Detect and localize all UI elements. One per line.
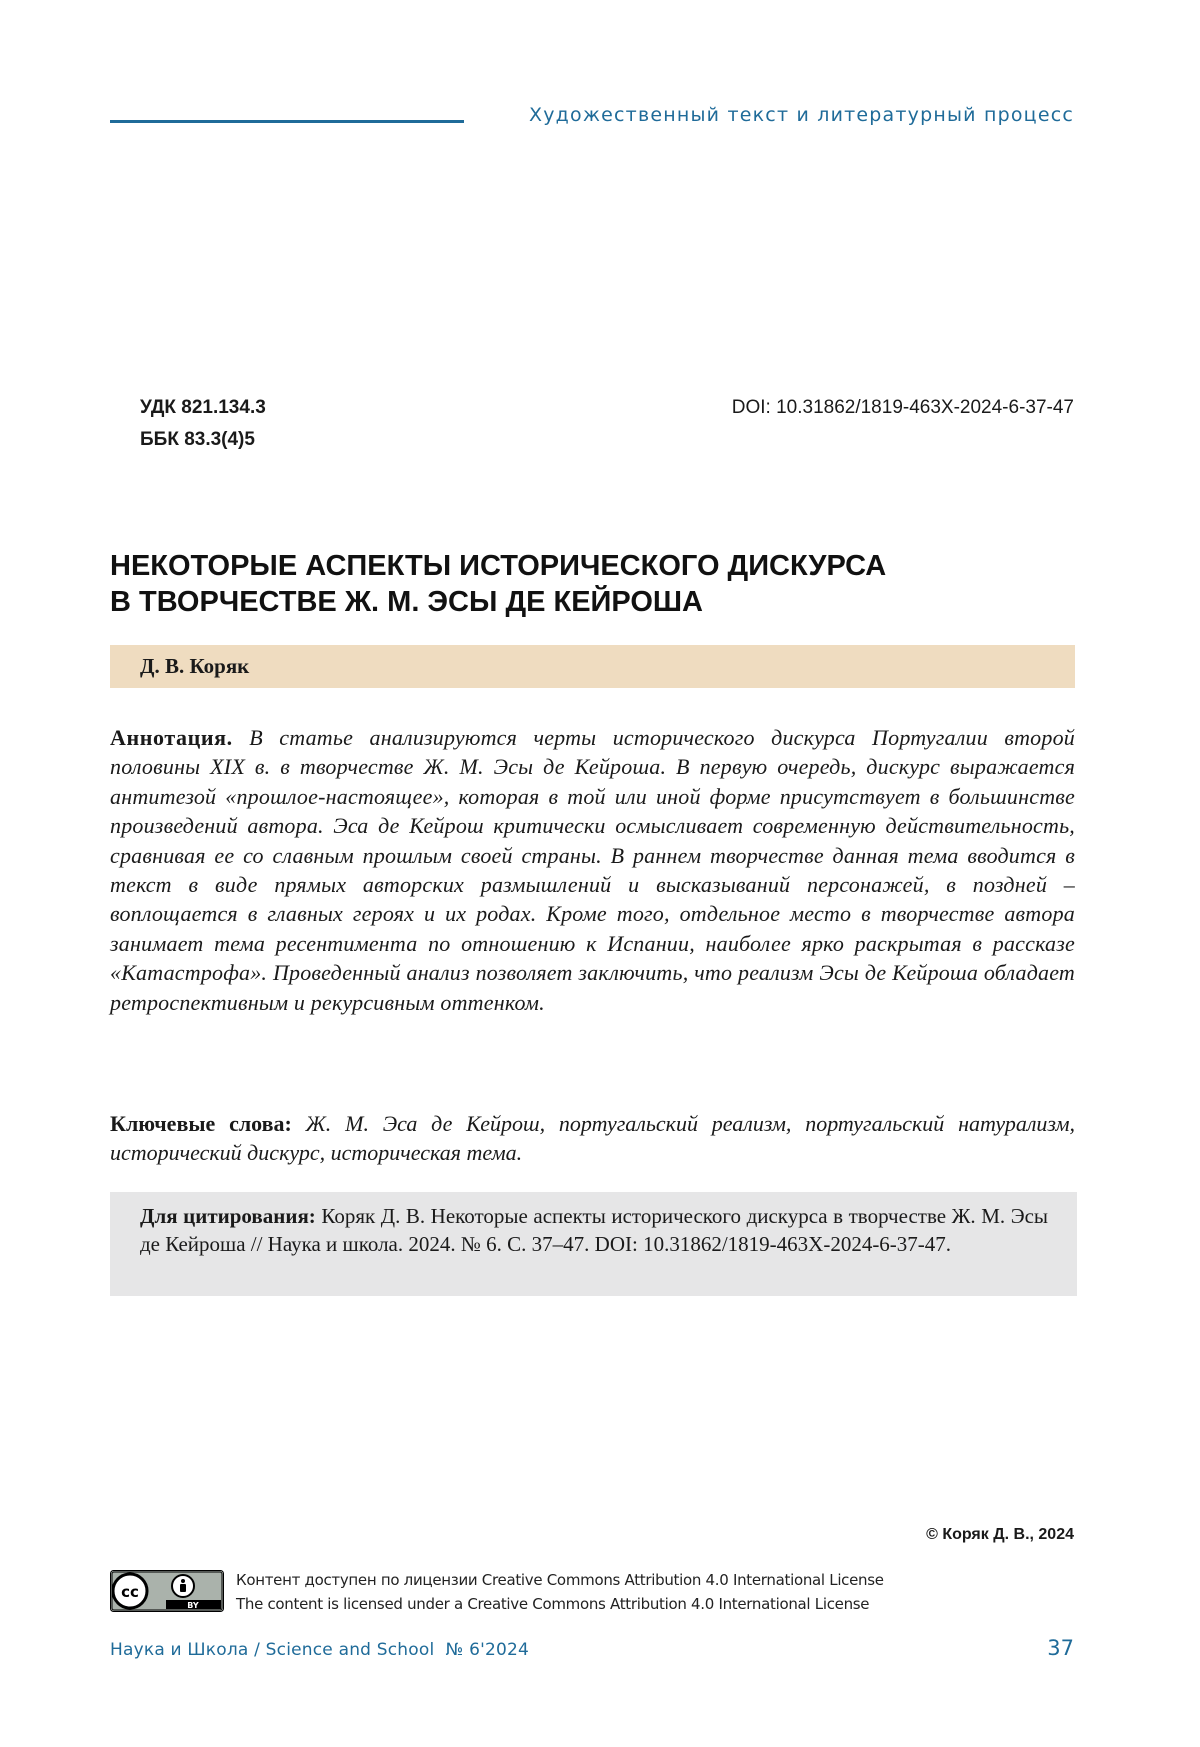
svg-text:cc: cc [121,1583,139,1601]
citation [140,1202,1048,1258]
keywords [110,1109,1075,1168]
keywords-text: Ж. М. Эса де Кейрош, португальский реализм, португальский натурализм, исторический дискурс, историческая тема. [110,1111,1075,1166]
abstract-label: Аннотация. [110,725,233,750]
author-band [110,645,1075,688]
section-title: Художественный текст и литературный процесс [529,104,1074,126]
article-title-line-1: НЕКОТОРЫЕ АСПЕКТЫ ИСТОРИЧЕСКОГО ДИСКУРСА [110,550,887,582]
bbk-code: ББК 83.3(4)5 [140,429,255,450]
license-line-en: The content is licensed under a Creative Commons Attribution 4.0 International License [236,1595,870,1613]
article-title-line-2: В ТВОРЧЕСТВЕ Ж. М. ЭСЫ ДЕ КЕЙРОША [110,586,703,618]
author-name: Д. В. Коряк [140,654,250,678]
copyright: © Коряк Д. В., 2024 [926,1526,1074,1543]
abstract [110,723,1075,1017]
footer-journal: Наука и Школа / Science and School № 6'2024 [110,1640,530,1660]
license-line-ru: Контент доступен по лицензии Creative Commons Attribution 4.0 International License [236,1571,884,1589]
citation-label: Для цитирования: [140,1204,316,1228]
cc-badge-label: BY [187,1601,199,1610]
abstract-text: В статье анализируются черты исторического дискурса Португалии второй половины XIX в. в творчестве Ж. М. Эсы де Кейроша. В первую очередь, дискурс выражается антитезой «прошлое-настоящее», которая в той или иной форме присутствует в большинстве произведений автора. Эса де Кейрош критически осмысливает современную действительность, сравнивая ее со славным прошлым своей страны. В раннем творчестве данная тема вводится в текст в виде прямых авторских размышлений и высказываний персонажей, в поздней – воплощается в главных героях и их родах. Кроме того, отдельное место в творчестве автора занимает тема ресентимента по отношению к Испании, наиболее ярко раскрытая в рассказе «Катастрофа». Проведенный анализ позволяет заключить, что реализм Эсы де Кейроша обладает ретроспективным и рекурсивным оттенком. [110,725,1075,1015]
classification-codes [140,392,266,456]
header-rule [110,120,464,123]
citation-box [110,1192,1077,1296]
page-number: 37 [1047,1636,1074,1660]
keywords-label: Ключевые слова: [110,1111,292,1136]
doi[interactable]: DOI: 10.31862/1819-463X-2024-6-37-47 [731,397,1074,418]
citation-text: Коряк Д. В. Некоторые аспекты исторического дискурса в творчестве Ж. М. Эсы де Кейроша // Наука и школа. 2024. № 6. С. 37–47. DOI: 10.31862/1819-463X-2024-6-37-47. [140,1204,1048,1256]
cc-by-license-icon[interactable] [110,1570,224,1612]
article-title [110,548,1010,620]
license-text [236,1568,884,1616]
udk-code: УДК 821.134.3 [140,397,266,418]
